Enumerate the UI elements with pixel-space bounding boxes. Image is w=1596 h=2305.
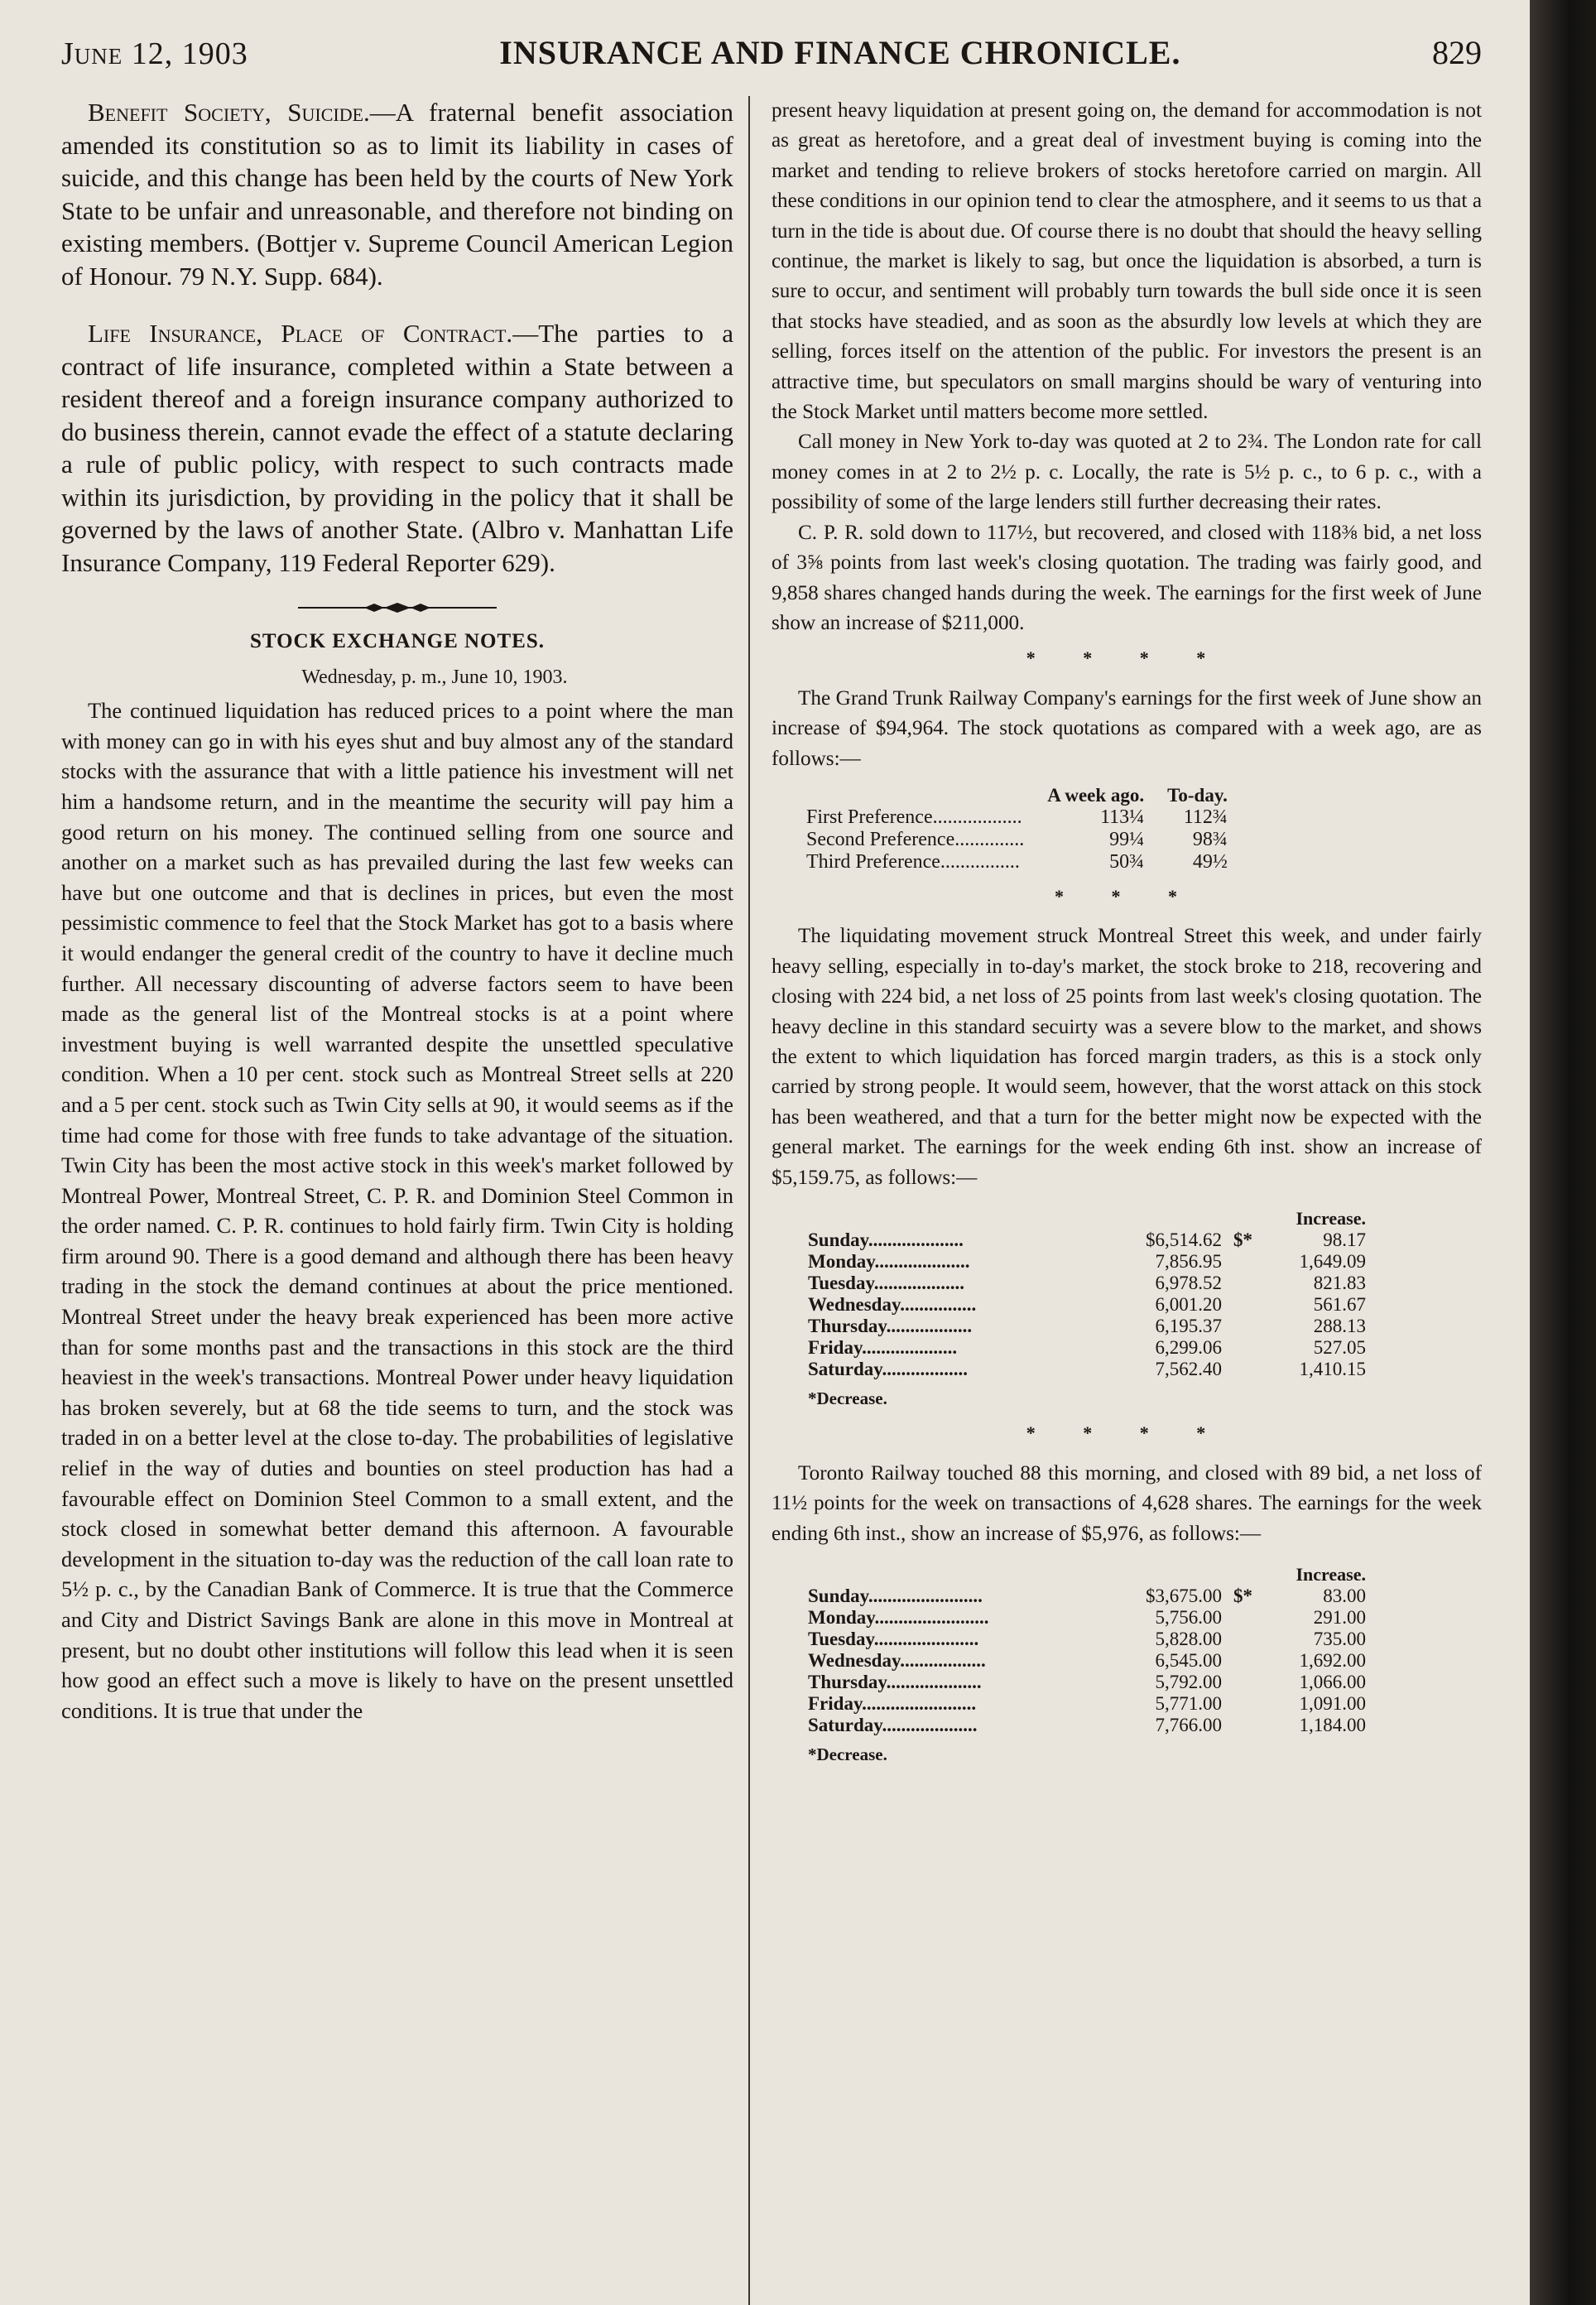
day-name: Thursday [808,1316,887,1336]
increase-amount: 83.00 [1323,1586,1366,1607]
row-leader: .................... [886,1672,982,1693]
table-row [808,1359,1366,1380]
decrease-marker [1222,1693,1275,1715]
decrease-marker [1222,1715,1275,1736]
decrease-footnote: *Decrease. [808,1388,887,1408]
separator-stars: * * * * [1026,647,1228,669]
grand-trunk-quotations-table [803,784,1231,873]
increase-amount: 527.05 [1313,1337,1366,1358]
earnings-amount: 7,562.40 [1155,1359,1222,1379]
table-row [808,1629,1366,1650]
row-leader: .................. [932,806,1022,828]
table-row [803,806,1231,829]
column-rule [748,96,750,2305]
day-label [808,1650,1122,1672]
row-leader: .................... [882,1715,978,1736]
day-label [808,1715,1122,1736]
row-leader: .................... [868,1229,964,1250]
left-column [61,96,733,1725]
day-label [808,1316,1122,1337]
row-label: Second Preference [806,828,955,850]
earnings-amount: 7,856.95 [1155,1251,1222,1272]
legal-note-body: —The parties to a contract of life insurance, completed within a State between a resident thereof and a foreign insurance company authorized to do business therein, cannot evade the effect of a statute declaring a rule of public policy, with respect to such contracts made within its jurisdiction, by providing in the policy that it shall be governed by the laws of another State. (Albro v. Manhattan Life Insurance Company, 119 Federal Reporter 629). [61,319,733,577]
increase-amount: 1,692.00 [1299,1650,1366,1672]
table-row [808,1693,1366,1715]
increase-amount: 821.83 [1313,1273,1366,1293]
table-row [808,1273,1366,1294]
increase-amount: 1,184.00 [1299,1715,1366,1736]
decrease-marker [1222,1337,1275,1359]
legal-note-heading: Life Insurance, Place of Contract. [88,319,513,348]
row-leader: .................. [886,1316,973,1336]
day-label [808,1672,1122,1693]
day-name: Saturday [808,1359,882,1379]
day-name: Wednesday [808,1294,901,1315]
legal-note-heading: Benefit Society, Suicide. [88,98,370,127]
call-money-paragraph: Call money in New York to-day was quoted at 2 to 2¾. The London rate for call money comes in at 2 to 2½ p. c. Locally, the rate is 5½ p. c., to 6 p. c., with a possibility of some of the large lenders still further decreasing their rates. [772,431,1482,514]
row-leader: .................. [882,1359,968,1379]
decrease-marker [1222,1650,1275,1672]
grand-trunk-paragraph: The Grand Trunk Railway Company's earnings for the first week of June show an increase of $94,964. The stock quotations as compared with a week ago, are as follows:— [772,686,1482,770]
today-value: 112¾ [1183,806,1228,828]
montreal-street-earnings-table [808,1208,1366,1380]
increase-amount: 1,091.00 [1299,1693,1366,1715]
increase-amount: 1,066.00 [1299,1672,1366,1693]
section-title: STOCK EXCHANGE NOTES. [249,630,546,652]
earnings-amount: 5,756.00 [1155,1607,1222,1629]
row-leader: .................... [874,1251,970,1272]
col-today-header: To-day. [1167,784,1228,806]
day-label [808,1229,1122,1251]
earnings-amount: $3,675.00 [1146,1586,1222,1607]
legal-note-body: —A fraternal benefit association amended its constitution so as to limit its liability in cases of suicide, and this change has been held by the courts of New York State to be unfair and unreasonable, and therefore not binding on existing members. (Bottjer v. Supreme Council American Legion of Honour. 79 N.Y. Supp. 684). [61,98,733,291]
columns [61,96,1548,2305]
decrease-marker [1222,1607,1275,1629]
decrease-marker [1222,1672,1275,1693]
table-row [808,1294,1366,1316]
montreal-street-paragraph: The liquidating movement struck Montreal Street this week, and under fairly heavy selling, especially in to-day's market, the stock broke to 218, recovering and closing with 224 bid, a net loss of 25 points from last week's closing quotation. The heavy decline in this standard secuirty was a severe blow to the market, and shows the extent to which liquidation has forced margin traders, as this is a stock only carried by strong people. It would seem, however, that the worst attack on this stock has been weathered, and that a turn for the better might now be expected with the general market. The earnings for the week ending 6th inst. show an increase of $5,159.75, as follows:— [772,925,1482,1189]
decrease-marker [1222,1359,1275,1380]
row-leader: ................... [873,1273,964,1293]
earnings-amount: 6,978.52 [1155,1273,1222,1293]
stock-notes-paragraph: The continued liquidation has reduced prices to a point where the man with money can go in with his eyes shut and buy almost any of the standard stocks with the assurance that with a little patience his investment will net him a handsome return, and in the meantime the security will pay him a good return on his money. The continued selling from one source and another on a market such as has prevailed during the last few weeks can have but one outcome and that is declines in prices, but even the most pessimistic commence to feel that the Stock Market has got to a basis where it would endanger the general credit of the country to have it decline much further. All necessary discounting of adverse factors seem to have been made as the general list of the Montreal stocks is at a point where investment buying is well warranted despite the unsettled speculative condition. When a 10 per cent. stock such as Montreal Street sells at 220 and a 5 per cent. stock such as Twin City sells at 90, it would seems as if the time had come for those with free funds to take advantage of the situation. Twin City has been the most active stock in this week's market followed by Montreal Power, Montreal Street, C. P. R. and Dominion Steel Common in the order named. C. P. R. continues to hold fairly firm. Twin City is holding firm around 90. There is a good demand and although there has been heavy trading in the stock the demand continues at about the price mentioned. Montreal Street under the heavy break experienced has been more active than for some months past and the transactions in this stock are the third heaviest in the week's transactions. Montreal Power under heavy liquidation has broken severely, but at 68 the tide seems to turn, and the stock was traded in on a better level at the close to-day. The probabilities of legislative relief in the way of duties and bounties on steel production has had a favourable effect on Dominion Steel Common to a small extent, and the stock closed in somewhat better demand this afternoon. A favourable development in the situation to-day was the reduction of the call loan rate to 5½ p. c., by the Canadian Bank of Commerce. It is true that the Commerce and City and District Savings Bank are alone in this move in Montreal at present, but no doubt other institutions will follow this lead when it is seen how good an effect such a move is likely to have on the present unsettled conditions. It is true that under the [61,698,733,1723]
table-row [808,1337,1366,1359]
week-ago-value: 113¼ [1100,806,1145,828]
day-label [808,1337,1122,1359]
today-value: 98¾ [1192,828,1228,850]
table-row [808,1715,1366,1736]
right-column [772,96,1482,1769]
increase-amount: 1,649.09 [1299,1251,1366,1272]
day-name: Tuesday [808,1629,874,1650]
earnings-amount: 6,299.06 [1155,1337,1222,1358]
day-name: Monday [808,1251,875,1272]
increase-header: Increase. [1296,1208,1366,1229]
decrease-marker [1222,1273,1275,1294]
day-name: Wednesday [808,1650,901,1672]
toronto-railway-paragraph: Toronto Railway touched 88 this morning, and closed with 89 bid, a net loss of 11½ points for the week on transactions of 4,628 shares. The earnings for the week ending 6th inst., show an increase of $5,976, as follows:— [772,1461,1482,1545]
day-label [808,1273,1122,1294]
row-leader: .................... [862,1337,958,1358]
row-leader: .................. [900,1650,986,1672]
row-leader: ........................ [874,1607,989,1629]
day-name: Friday [808,1693,863,1715]
table-row [808,1251,1366,1273]
day-label [808,1586,1122,1607]
day-name: Saturday [808,1715,882,1736]
day-name: Sunday [808,1586,868,1607]
legal-note-contract [61,317,733,579]
page-number: 829 [1431,34,1482,71]
day-label [808,1629,1122,1650]
increase-amount: 98.17 [1323,1229,1366,1250]
decrease-footnote: *Decrease. [808,1744,887,1765]
decrease-marker: $* [1233,1586,1252,1607]
issue-date: June 12, 1903 [61,36,248,71]
row-leader: ........................ [862,1693,977,1715]
earnings-amount: 6,545.00 [1155,1650,1222,1672]
row-leader: ................ [900,1294,977,1315]
week-ago-value: 50¾ [1109,850,1145,873]
table-row [808,1229,1366,1251]
table-row [808,1672,1366,1693]
ornament-divider-icon [298,602,497,614]
stock-notes-paragraph-continued: present heavy liquidation at present going on, the demand for accommodation is not as great as heretofore, and a great deal of investment buying is coming into the market and tending to relieve brokers of stocks heretofore carried on margin. All these conditions in our opinion tend to clear the atmosphere, and it seems to us that a turn in the tide is about due. Of course there is no doubt that should the heavy selling continue, the market is likely to sag, but once the liquidation is absorbed, a turn is sure to occur, and sentiment will probably turn towards the bull side once it is seen that stocks have steadied, and as soon as the absurdly low levels at which they are selling, forces itself on the attention of the public. For investors the present is an attractive time, but speculators on small margins should be wary of venturing into the Stock Market until matters become more settled. [772,99,1482,424]
increase-amount: 288.13 [1313,1316,1366,1336]
toronto-railway-earnings-table [808,1564,1366,1736]
earnings-amount: 5,771.00 [1155,1693,1222,1715]
row-label: Third Preference [806,850,940,873]
separator-stars: * * * [1055,885,1199,907]
decrease-marker: $* [1233,1229,1252,1250]
earnings-amount: $6,514.62 [1146,1229,1222,1250]
increase-amount: 291.00 [1313,1607,1366,1629]
decrease-marker [1222,1294,1275,1316]
decrease-marker [1222,1316,1275,1337]
table-row [808,1650,1366,1672]
day-name: Monday [808,1607,875,1629]
decrease-marker [1222,1629,1275,1650]
table-row [808,1586,1366,1607]
legal-note-suicide [61,96,733,292]
earnings-amount: 5,828.00 [1155,1629,1222,1650]
publication-title: INSURANCE AND FINANCE CHRONICLE. [499,34,1181,71]
earnings-amount: 6,195.37 [1155,1316,1222,1336]
earnings-amount: 5,792.00 [1155,1672,1222,1693]
day-label [808,1359,1122,1380]
day-name: Thursday [808,1672,887,1693]
day-name: Tuesday [808,1273,874,1293]
earnings-amount: 7,766.00 [1155,1715,1222,1736]
earnings-amount: 6,001.20 [1155,1294,1222,1315]
separator-stars: * * * * [1026,1422,1228,1444]
table-row [803,851,1231,873]
table-row [808,1607,1366,1629]
row-leader: ...................... [873,1629,979,1650]
increase-amount: 561.67 [1313,1294,1366,1315]
increase-amount: 1,410.15 [1299,1359,1366,1379]
row-leader: .............. [954,828,1025,850]
increase-amount: 735.00 [1313,1629,1366,1650]
day-label [808,1251,1122,1273]
day-name: Friday [808,1337,863,1358]
row-label: First Preference [806,806,933,828]
day-name: Sunday [808,1229,868,1250]
today-value: 49½ [1192,850,1228,873]
increase-header: Increase. [1296,1564,1366,1586]
week-ago-value: 99¼ [1109,828,1145,850]
row-leader: ........................ [868,1586,983,1607]
table-row [803,829,1231,851]
table-row [808,1316,1366,1337]
section-dateline: Wednesday, p. m., June 10, 1903. [301,666,568,688]
decrease-marker [1222,1251,1275,1273]
row-leader: ................ [940,850,1020,873]
day-label [808,1607,1122,1629]
page-header [61,33,1482,86]
col-week-ago-header: A week ago. [1047,784,1145,806]
day-label [808,1693,1122,1715]
cpr-paragraph: C. P. R. sold down to 117½, but recovered, and closed with 118⅜ bid, a net loss of 3⅝ points from last week's closing quotation. The trading was fairly good, and 9,858 shares changed hands during the week. The earnings for the first week of June show an increase of $211,000. [772,521,1482,634]
day-label [808,1294,1122,1316]
